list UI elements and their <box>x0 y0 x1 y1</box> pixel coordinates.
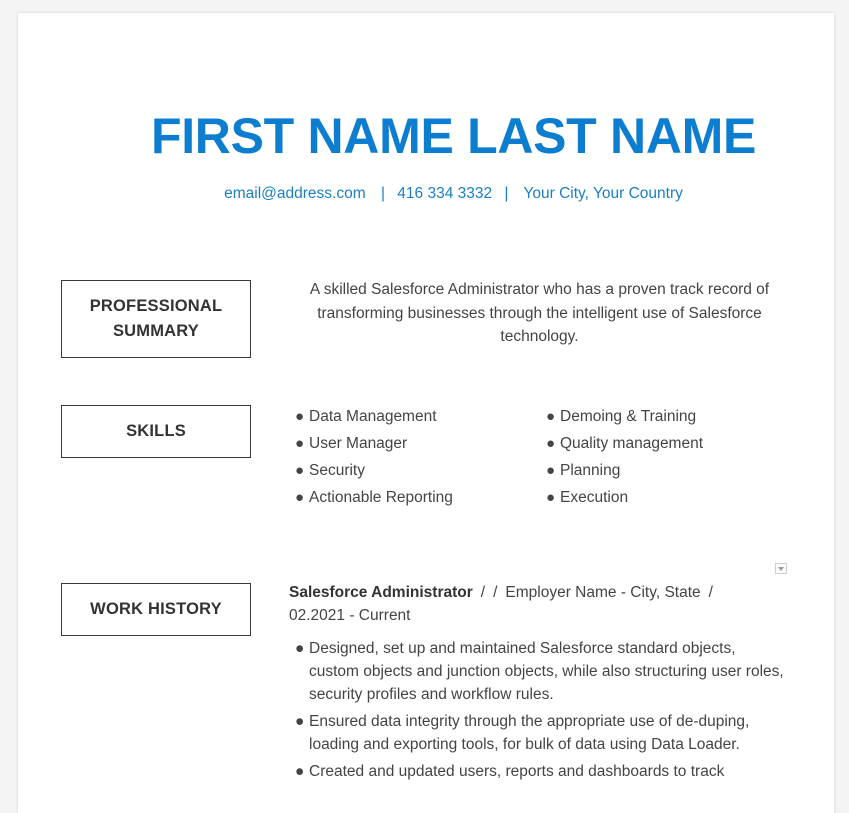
job-bullet-text: Ensured data integrity through the appropriate use of de-duping, loading and exporting tools, for bulk of data using Data Loader. <box>309 713 750 753</box>
contact-phone[interactable]: 416 334 3332 <box>397 185 493 202</box>
skill-item <box>295 403 535 430</box>
skill-item <box>295 430 535 457</box>
bullet-icon: ● <box>546 462 556 479</box>
job-separator: / <box>493 584 498 601</box>
section-heading-summary-line1: PROFESSIONAL <box>89 297 223 315</box>
bullet-icon: ● <box>546 408 556 425</box>
job-separator: / <box>480 584 486 601</box>
job-bullet <box>295 637 787 706</box>
bullet-icon: ● <box>295 640 305 657</box>
skill-label: Actionable Reporting <box>309 489 453 506</box>
skill-label: Planning <box>560 462 621 479</box>
summary-text: A skilled Salesforce Administrator who has a proven track record of transforming businesses through the intelligent use of Salesforce technology. <box>309 281 770 345</box>
contact-email[interactable]: email@address.com <box>224 185 366 202</box>
section-heading-summary <box>61 280 251 358</box>
candidate-name: FIRST NAME LAST NAME <box>150 108 757 164</box>
job-dates: 02.2021 - Current <box>289 607 411 624</box>
skill-item <box>546 430 786 457</box>
skill-item <box>546 457 786 484</box>
job-bullets <box>295 637 787 787</box>
section-heading-work-label: WORK HISTORY <box>90 600 222 618</box>
bullet-icon: ● <box>546 489 556 506</box>
skill-item <box>295 484 535 511</box>
bullet-icon: ● <box>546 435 556 452</box>
skill-item <box>295 457 535 484</box>
job-header <box>289 581 789 627</box>
skill-label: Quality management <box>560 435 704 452</box>
bullet-icon: ● <box>295 462 305 479</box>
bullet-icon: ● <box>295 408 305 425</box>
skill-label: Demoing & Training <box>560 408 697 425</box>
job-bullet <box>295 710 787 756</box>
section-heading-summary-line2: SUMMARY <box>112 322 200 340</box>
contact-separator: | <box>504 185 509 202</box>
bullet-icon: ● <box>295 489 305 506</box>
job-employer: Employer Name - City, State <box>505 584 701 601</box>
chevron-down-icon[interactable] <box>775 563 787 574</box>
skill-label: Execution <box>560 489 629 506</box>
section-heading-work-history <box>61 583 251 636</box>
job-title: Salesforce Administrator <box>289 584 473 601</box>
contact-separator: | <box>380 185 385 202</box>
section-heading-skills <box>61 405 251 458</box>
skill-label: Security <box>309 462 365 479</box>
skill-label: Data Management <box>309 408 437 425</box>
bullet-icon: ● <box>295 763 305 780</box>
bullet-icon: ● <box>295 713 305 730</box>
job-bullet-text: Designed, set up and maintained Salesforce standard objects, custom objects and junction objects, while also structuring user roles, security profiles and workflow rules. <box>309 640 784 703</box>
bullet-icon: ● <box>295 435 305 452</box>
skill-label: User Manager <box>309 435 408 452</box>
skills-list-left <box>295 403 535 511</box>
job-bullet <box>295 760 787 783</box>
contact-line <box>18 184 834 204</box>
skill-item <box>546 484 786 511</box>
resume-page <box>18 13 834 813</box>
job-separator: / <box>708 584 713 601</box>
skill-item <box>546 403 786 430</box>
contact-location: Your City, Your Country <box>523 185 683 202</box>
section-heading-skills-label: SKILLS <box>126 422 186 440</box>
skills-list-right <box>546 403 786 511</box>
job-bullet-text: Created and updated users, reports and dashboards to track <box>309 763 725 780</box>
